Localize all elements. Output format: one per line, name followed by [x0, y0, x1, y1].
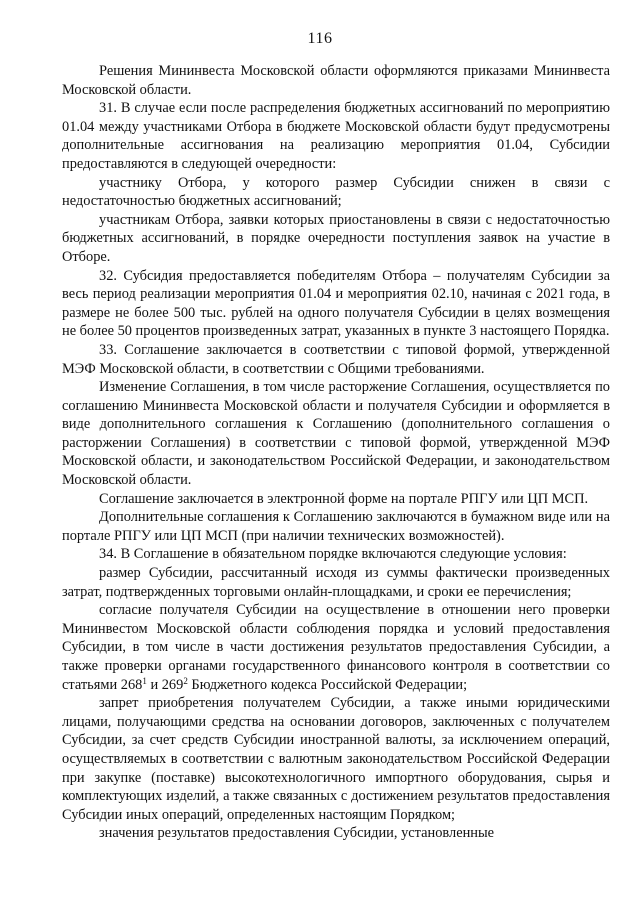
audit-text-a: согласие получателя Субсидии на осуществление в отношении него проверки Мининвестом Московской области соблюдения порядка и условий предоставления Субсидии, в том числе в части достижения результатов предоставления Субсидии, а также проверки органами государственного финансового контроля в соответствии со статьями 268: [62, 602, 610, 693]
paragraph: 31. В случае если после распределения бюджетных ассигнований по мероприятию 01.04 между участниками Отбора в бюджете Московской области будут предусмотрены дополнительные ассигнования на реализацию мероприятия 01.04, Субсидии предоставляются в следующей очередности:: [62, 100, 610, 172]
paragraph: Изменение Соглашения, в том числе расторжение Соглашения, осуществляется по соглашению Мининвеста Московской области и получателя Субсидии и оформляется в виде дополнительного соглашения к Соглашению (дополнительного соглашения о расторжении Соглашения) в соответствии с типовой формой, утвержденной МЭФ Московской области, и законодательством Российской Федерации, и законодательством Московской области.: [62, 379, 610, 489]
paragraph: Решения Мининвеста Московской области оформляются приказами Мининвеста Московской области.: [62, 63, 610, 98]
paragraph: участникам Отбора, заявки которых приостановлены в связи с недостаточностью бюджетных ассигнований, в порядке очередности поступления заявок на участие в Отборе.: [62, 211, 610, 265]
paragraph: 34. В Соглашение в обязательном порядке включаются следующие условия:: [99, 546, 567, 563]
paragraph-audit-consent: [62, 601, 610, 694]
paragraph: запрет приобретения получателем Субсидии, а также иными юридическими лицами, получающими средства на основании договоров, заключенных с получателем Субсидии, за счет средств Субсидии иностранной валюты, за исключением операций, осуществляемых в соответствии с валютным законодательством Российской Федерации при закупке (поставке) высокотехнологичного импортного оборудования, сырья и комплектующих изделий, а также связанных с достижением результатов предоставления Субсидии иных операций, определенных настоящим Порядком;: [62, 695, 610, 823]
paragraph: 33. Соглашение заключается в соответствии с типовой формой, утвержденной МЭФ Московской области, в соответствии с Общими требованиями.: [62, 341, 610, 377]
paragraph: 32. Субсидия предоставляется победителям Отбора – получателям Субсидии за весь период реализации мероприятия 01.04 и мероприятия 02.10, начиная с 2021 года, в размере не более 500 тыс. рублей на одного получателя Субсидии в целях возмещения не более 50 процентов произведенных затрат, указанных в пункте 3 настоящего Порядка.: [62, 267, 610, 340]
audit-text-c: Бюджетного кодекса Российской Федерации;: [187, 676, 468, 693]
article-superscript: 1: [142, 675, 147, 686]
page-number: 116: [307, 30, 333, 47]
article-superscript: 2: [183, 675, 188, 686]
audit-text-b: и 269: [146, 676, 184, 693]
document-body: [62, 62, 610, 843]
paragraph: размер Субсидии, рассчитанный исходя из суммы фактически произведенных затрат, подтвержденных торговыми онлайн-площадками, и сроки ее перечисления;: [62, 565, 610, 600]
paragraph: участнику Отбора, у которого размер Субсидии снижен в связи с недостаточностью бюджетных ассигнований;: [62, 174, 610, 210]
paragraph: значения результатов предоставления Субсидии, установленные: [99, 825, 495, 842]
paragraph: Дополнительные соглашения к Соглашению заключаются в бумажном виде или на портале РПГУ или ЦП МСП (при наличии технических возможностей).: [62, 509, 610, 544]
paragraph: Соглашение заключается в электронной форме на портале РПГУ или ЦП МСП.: [99, 490, 589, 507]
